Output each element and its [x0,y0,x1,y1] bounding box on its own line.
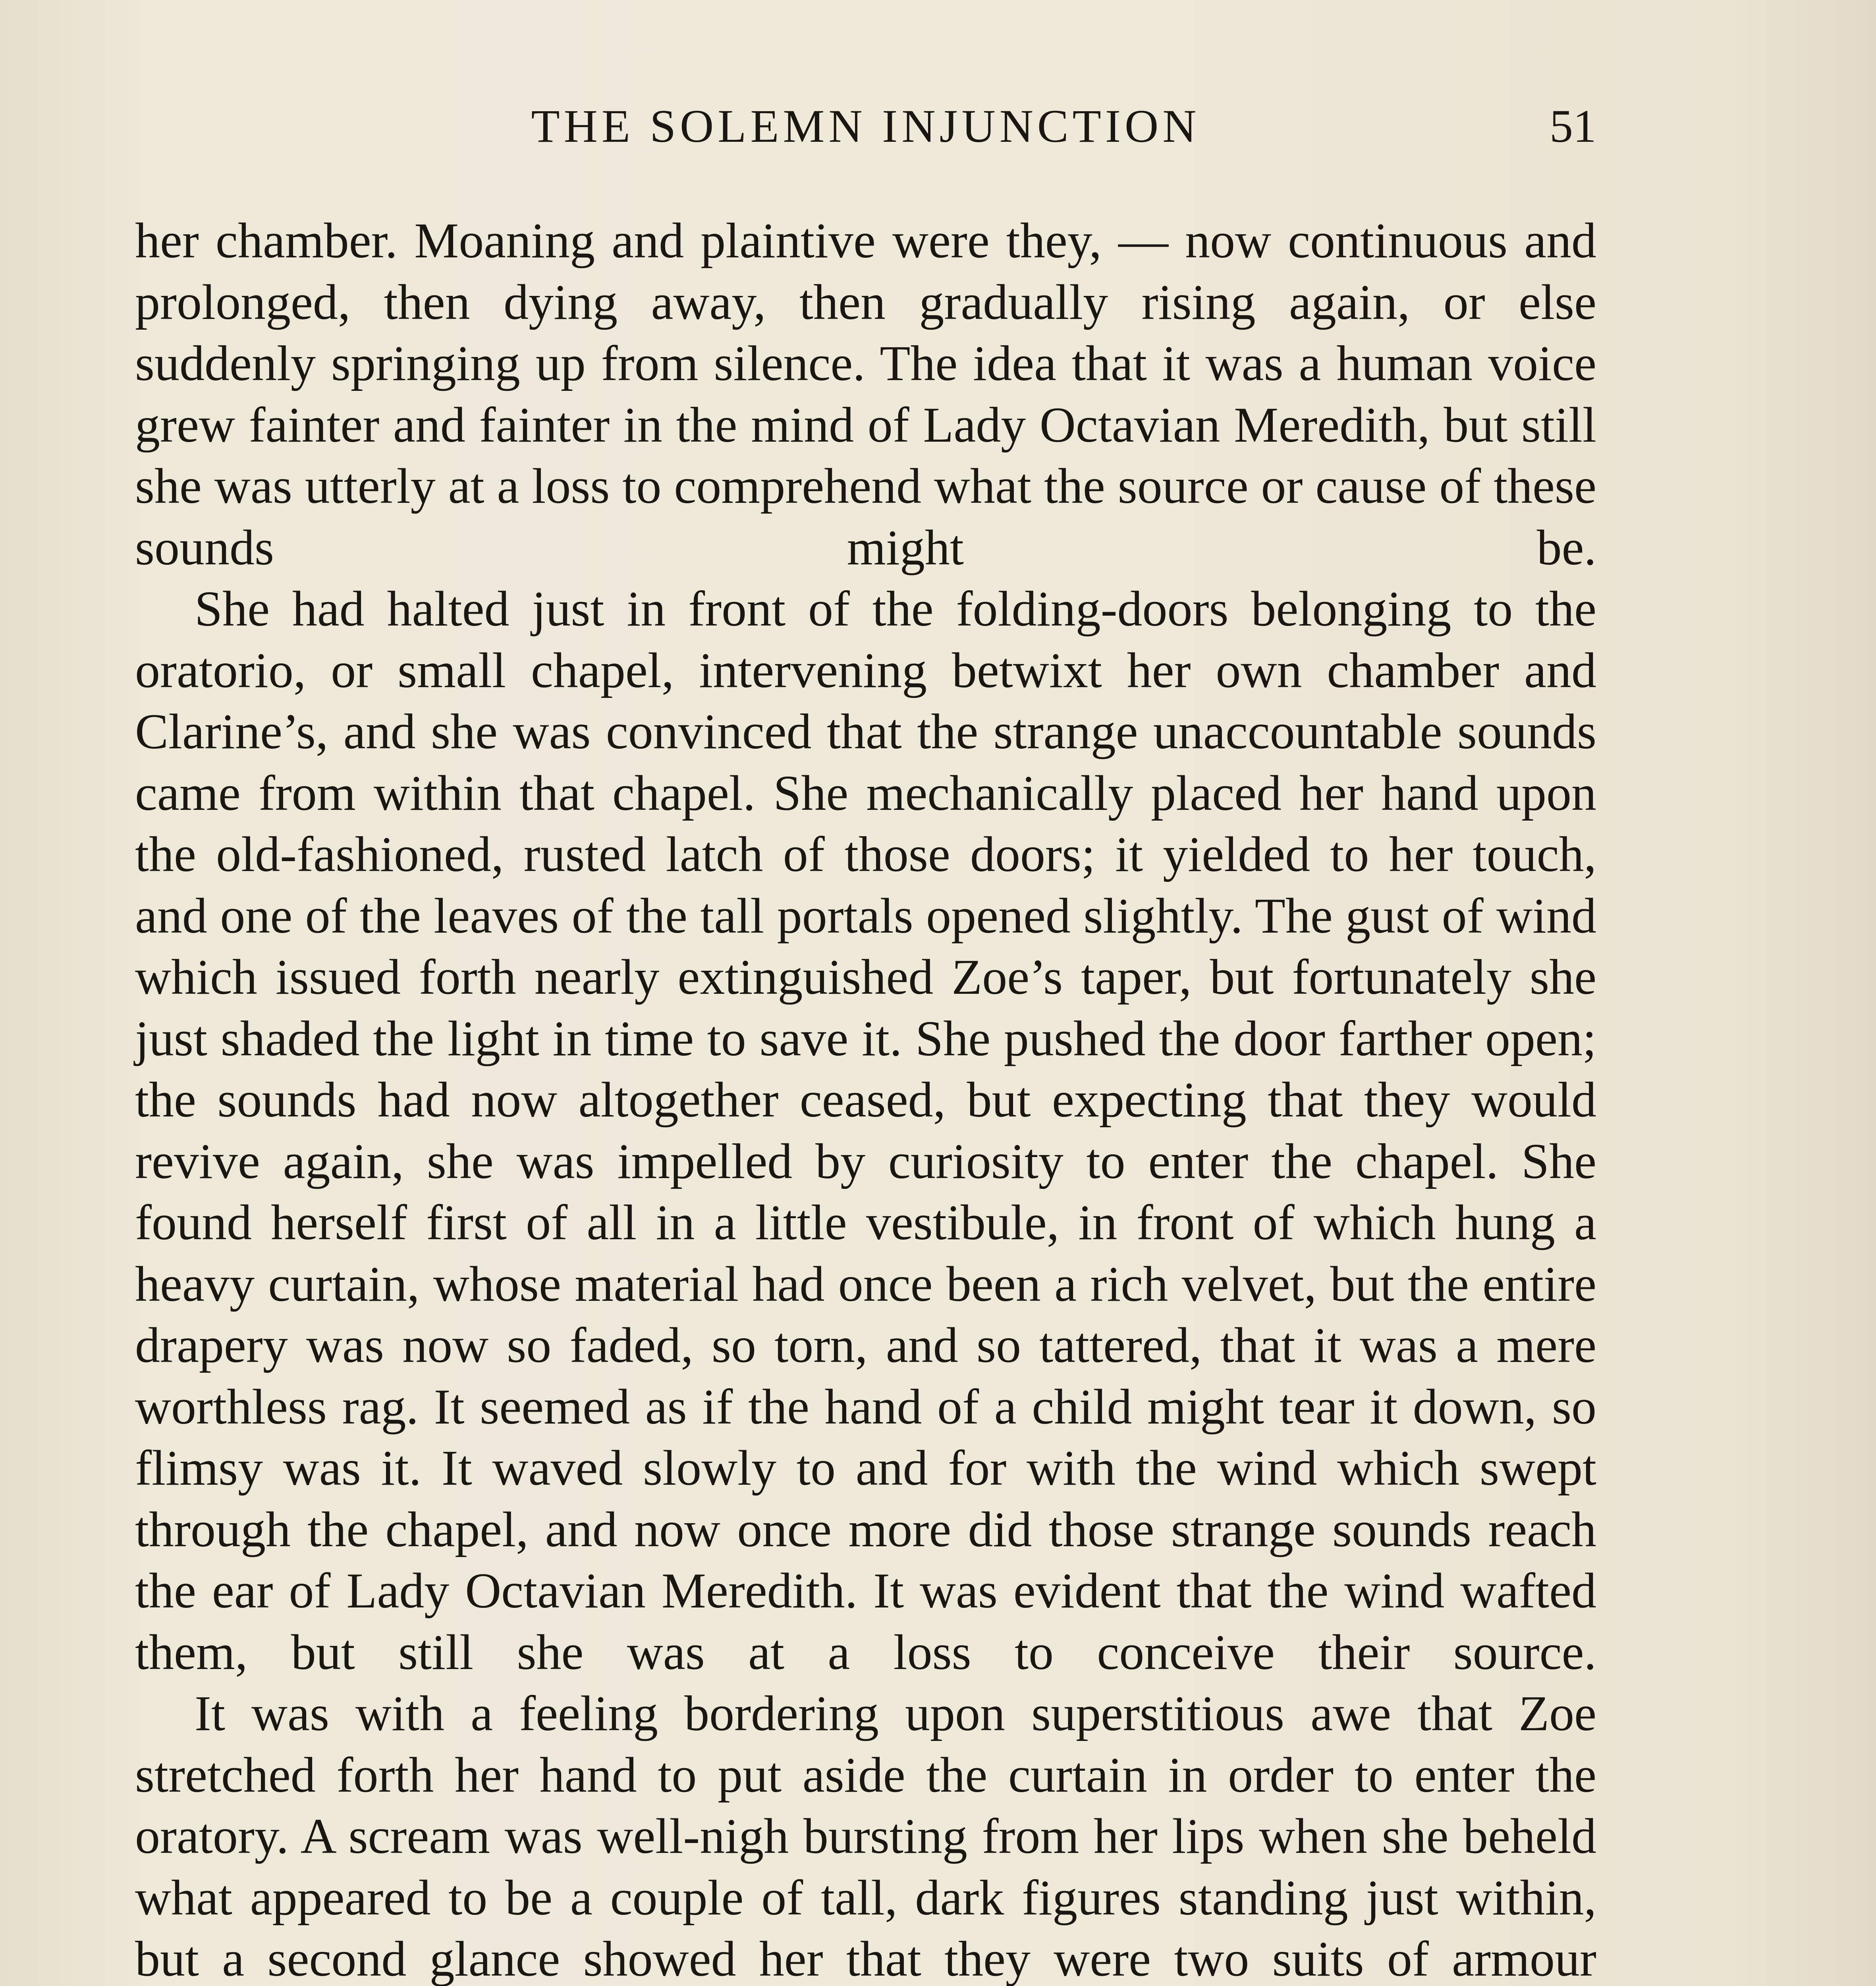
paragraph-2: She had halted just in front of the folding-doors belonging to the oratorio, or small chapel, intervening betwixt her own chamber and Clarine’s, and she was convinced that the strange unaccountable sounds came from within that chapel. She mechanically placed her hand upon the old-fashioned, rusted latch of those doors; it yielded to her touch, and one of the leaves of the tall portals opened slightly. The gust of wind which issued forth nearly extinguished Zoe’s taper, but fortunately she just shaded the light in time to save it. She pushed the door farther open; the sounds had now altogether ceased, but expecting that they would revive again, she was impelled by curiosity to enter the chapel. She found herself first of all in a little vestibule, in front of which hung a heavy curtain, whose material had once been a rich velvet, but the entire drapery was now so faded, so torn, and so tattered, that it was a mere worthless rag. It seemed as if the hand of a child might tear it down, so flimsy was it. It waved slowly to and for with the wind which swept through the chapel, and now once more did those strange sounds reach the ear of Lady Octavian Meredith. It was evident that the wind wafted them, but still she was at a loss to conceive their source. [135,582,1596,1680]
paragraph-3: It was with a feeling bordering upon superstitious awe that Zoe stretched forth her hand to put aside the curtain in order to enter the oratory. A scream was well-nigh bursting from her lips when she beheld what appeared to be a couple of tall, dark figures standing just within, but a second glance showed her that they were two suits of armour [135,1686,1596,1986]
paragraph-1: her chamber. Moaning and plaintive were they, — now continuous and prolonged, then dying away, then gradually rising again, or else suddenly springing up from silence. The idea that it was a human voice grew fainter and fainter in the mind of Lady Octavian Meredith, but still she was utterly at a loss to comprehend what the source or cause of these sounds might be. [135,213,1596,576]
page-number: 51 [1550,100,1596,152]
running-head [135,99,1596,159]
body-text [135,211,1596,1986]
running-title: THE SOLEMN INJUNCTION [531,100,1200,152]
